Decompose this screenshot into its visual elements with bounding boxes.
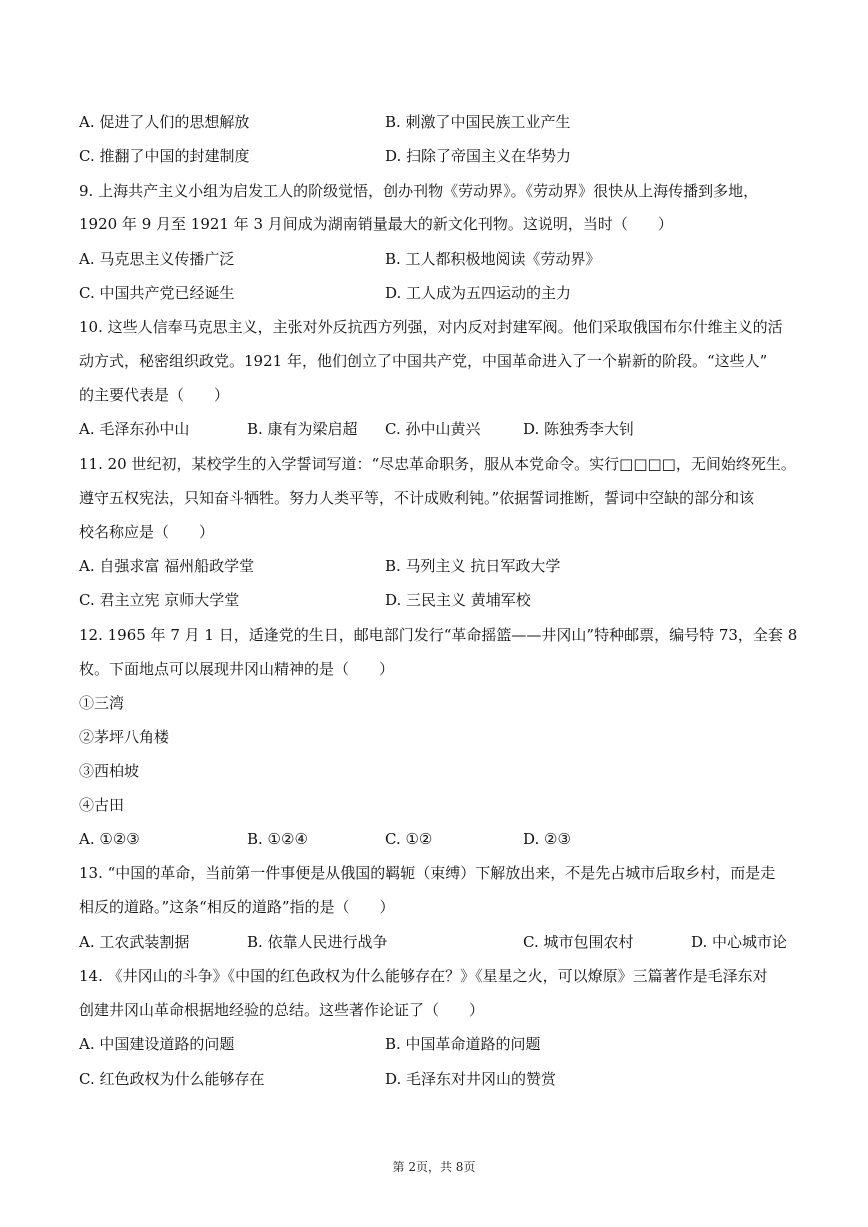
q8-option-a: A. 促进了人们的思想解放: [79, 113, 250, 131]
q9-stem-line-1: 9. 上海共产主义小组为启发工人的阶级觉悟，创办刊物《劳动界》。《劳动界》很快从上海传播到多地，: [79, 182, 759, 200]
q9-option-b: B. 工人都积极地阅读《劳动界》: [385, 250, 601, 268]
q13-stem-line-2: 相反的道路。”这条“相反的道路”指的是（ ）: [79, 898, 395, 916]
q10-stem-line-2: 动方式，秘密组织政党。1921 年，他们创立了中国共产党，中国革命进入了一个崭新的阶段。“这些人”: [79, 352, 768, 370]
q12-item-3: ③西柏坡: [79, 762, 140, 780]
q11-stem-line-3: 校名称应是（ ）: [79, 523, 215, 541]
q12-item-2: ②茅坪八角楼: [79, 728, 170, 746]
q13-option-a: A. 工农武装割据: [79, 933, 190, 951]
q9-option-a: A. 马克思主义传播广泛: [79, 250, 235, 268]
q9-option-d: D. 工人成为五四运动的主力: [385, 284, 572, 302]
q13-option-c: C. 城市包围农村: [523, 933, 634, 951]
q10-stem-line-3: 的主要代表是（ ）: [79, 386, 230, 404]
q9-stem-line-2: 1920 年 9 月至 1921 年 3 月间成为湖南销量最大的新文化刊物。这说明，当时（ ）: [79, 215, 673, 233]
q13-option-d: D. 中心城市论: [691, 933, 788, 951]
q8-option-d: D. 扫除了帝国主义在华势力: [385, 147, 572, 165]
q11-option-b: B. 马列主义 抗日军政大学: [385, 557, 561, 575]
page-number-footer: 第 2页，共 8页: [392, 1160, 476, 1174]
q14-option-c: C. 红色政权为什么能够存在: [79, 1070, 265, 1088]
q12-item-4: ④古田: [79, 796, 125, 814]
q12-option-c: C. ①②: [385, 830, 433, 848]
q11-stem-line-2: 遵守五权宪法，只知奋斗牺牲。努力人类平等，不计成败利钝。”依据誓词推断，誓词中空缺的部分和该: [79, 489, 755, 507]
q11-option-c: C. 君主立宪 京师大学堂: [79, 591, 240, 609]
q12-option-b: B. ①②④: [247, 830, 308, 848]
q11-option-a: A. 自强求富 福州船政学堂: [79, 557, 255, 575]
q12-stem-line-1: 12. 1965 年 7 月 1 日，适逢党的生日，邮电部门发行“革命摇篮——井冈山”特种邮票，编号特 73，全套 8: [79, 626, 798, 644]
q11-option-d: D. 三民主义 黄埔军校: [385, 591, 531, 609]
q12-option-d: D. ②③: [523, 830, 571, 848]
q8-option-c: C. 推翻了中国的封建制度: [79, 147, 250, 165]
q10-option-a: A. 毛泽东孙中山: [79, 420, 190, 438]
q14-stem-line-2: 创建井冈山革命根据地经验的总结。这些著作论证了（ ）: [79, 1001, 485, 1019]
q13-option-b: B. 依靠人民进行战争: [247, 933, 388, 951]
q12-option-a: A. ①②③: [79, 830, 140, 848]
q10-option-d: D. 陈独秀李大钊: [523, 420, 635, 438]
q10-stem-line-1: 10. 这些人信奉马克思主义，主张对外反抗西方列强，对内反对封建军阀。他们采取俄国布尔什维主义的活: [79, 318, 783, 336]
q9-option-c: C. 中国共产党已经诞生: [79, 284, 235, 302]
q14-stem-line-1: 14. 《井冈山的斗争》《中国的红色政权为什么能够存在？》《星星之火，可以燎原》三篇著作是毛泽东对: [79, 967, 768, 985]
q14-option-a: A. 中国建设道路的问题: [79, 1035, 235, 1053]
q10-option-c: C. 孙中山黄兴: [385, 420, 481, 438]
q11-stem-line-1: 11. 20 世纪初，某校学生的入学誓词写道：“尽忠革命职务，服从本党命令。实行□□□□，无间始终死生。: [79, 455, 796, 473]
q12-item-1: ①三湾: [79, 694, 125, 712]
q13-stem-line-1: 13. “中国的革命，当前第一件事便是从俄国的羁轭（束缚）下解放出来，不是先占城市后取乡村，而是走: [79, 864, 776, 882]
q12-stem-line-2: 枚。下面地点可以展现井冈山精神的是（ ）: [79, 660, 395, 678]
q10-option-b: B. 康有为梁启超: [247, 420, 358, 438]
q14-option-b: B. 中国革命道路的问题: [385, 1035, 541, 1053]
q14-option-d: D. 毛泽东对井冈山的赞赏: [385, 1070, 557, 1088]
q8-option-b: B. 刺激了中国民族工业产生: [385, 113, 571, 131]
